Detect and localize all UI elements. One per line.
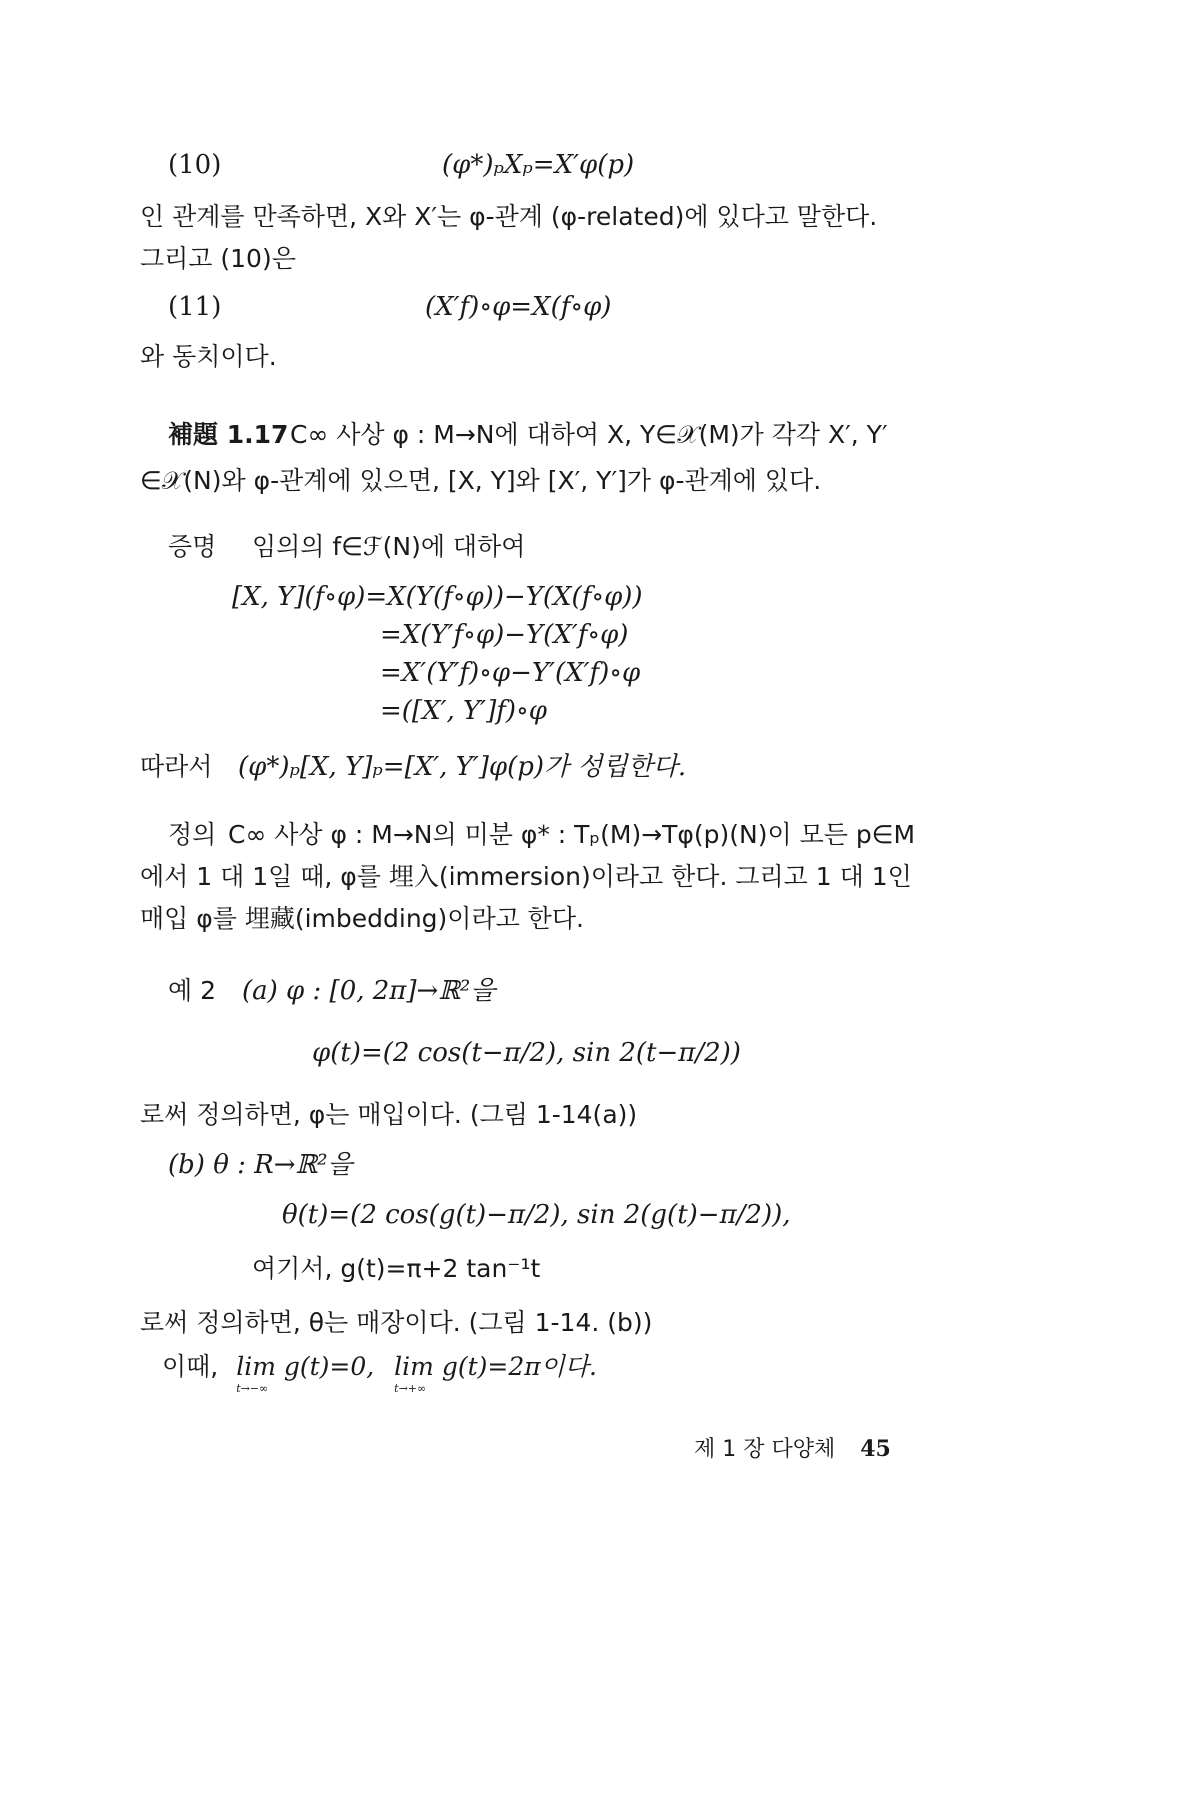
proof-intro: 임의의 f∈ℱ(N)에 대하여	[252, 532, 526, 561]
equation-10: (φ*)ₚXₚ=X′φ(p)	[442, 150, 635, 180]
example-where: 여기서, g(t)=π+2 tan⁻¹t	[252, 1254, 541, 1283]
paragraph-line: 인 관계를 만족하면, X와 X′는 φ-관계 (φ-related)에 있다고 말한다.	[140, 202, 878, 231]
limit-1: lim g(t)=0,	[236, 1352, 375, 1381]
proof-equation-line: =X′(Y′f)∘φ−Y′(X′f)∘φ	[380, 658, 641, 688]
equation-label-11: (11)	[168, 292, 222, 322]
limit-prefix: 이때,	[162, 1352, 219, 1381]
example-line: 로써 정의하면, θ는 매장이다. (그림 1-14. (b))	[140, 1308, 653, 1337]
proof-equation-line: =([X′, Y′]f)∘φ	[380, 696, 547, 726]
proof-equation-line: [X, Y](f∘φ)=X(Y(f∘φ))−Y(X(f∘φ))	[232, 582, 643, 612]
proof-heading: 증명	[168, 532, 217, 561]
example-formula-b: θ(t)=(2 cos(g(t)−π/2), sin 2(g(t)−π/2)),	[282, 1200, 791, 1230]
chapter-title: 제 1 장 다양체	[694, 1437, 836, 1462]
definition-heading: 정의	[168, 820, 217, 849]
example-line: 로써 정의하면, φ는 매입이다. (그림 1-14(a))	[140, 1100, 638, 1129]
lemma-line: ∈𝒳(N)와 φ-관계에 있으면, [X, Y]와 [X′, Y′]가 φ-관계에 있다.	[140, 466, 822, 495]
proof-equation-line: =X(Y′f∘φ)−Y(X′f∘φ)	[380, 620, 629, 650]
proof-conclusion-label: 따라서	[140, 752, 213, 781]
limit-1-subscript: t→−∞	[236, 1382, 269, 1395]
example-heading: 예 2	[168, 976, 217, 1005]
example-limit-line	[162, 1352, 597, 1395]
limit-expression	[236, 1352, 375, 1395]
limit-expression	[394, 1352, 597, 1395]
paragraph-line: 와 동치이다.	[140, 342, 277, 371]
equation-11: (X′f)∘φ=X(f∘φ)	[425, 292, 612, 322]
limit-2: lim g(t)=2π이다.	[394, 1352, 597, 1381]
equation-label-10: (10)	[168, 150, 222, 180]
lemma-title: 補題 1.17	[168, 420, 289, 449]
example-part-b: (b) θ : R→ℝ²을	[168, 1150, 353, 1180]
proof-conclusion: (φ*)ₚ[X, Y]ₚ=[X′, Y′]φ(p)가 성립한다.	[238, 752, 687, 782]
lemma-line: C∞ 사상 φ : M→N에 대하여 X, Y∈𝒳(M)가 각각 X′, Y′	[290, 420, 888, 449]
definition-line: 에서 1 대 1일 때, φ를 埋入(immersion)이라고 한다. 그리고 1 대 1인	[140, 862, 912, 891]
lemma-heading	[168, 420, 288, 450]
paragraph-line: 그리고 (10)은	[140, 244, 296, 273]
definition-line: C∞ 사상 φ : M→N의 미분 φ* : Tₚ(M)→Tφ(p)(N)이 모든 p∈M	[228, 820, 916, 849]
example-part-a: (a) φ : [0, 2π]→ℝ²을	[242, 976, 496, 1006]
limit-2-subscript: t→+∞	[394, 1382, 427, 1395]
running-footer	[694, 1436, 891, 1463]
example-formula-a: φ(t)=(2 cos(t−π/2), sin 2(t−π/2))	[312, 1038, 741, 1068]
page-number: 45	[860, 1436, 891, 1462]
definition-line: 매입 φ를 埋藏(imbedding)이라고 한다.	[140, 904, 584, 933]
